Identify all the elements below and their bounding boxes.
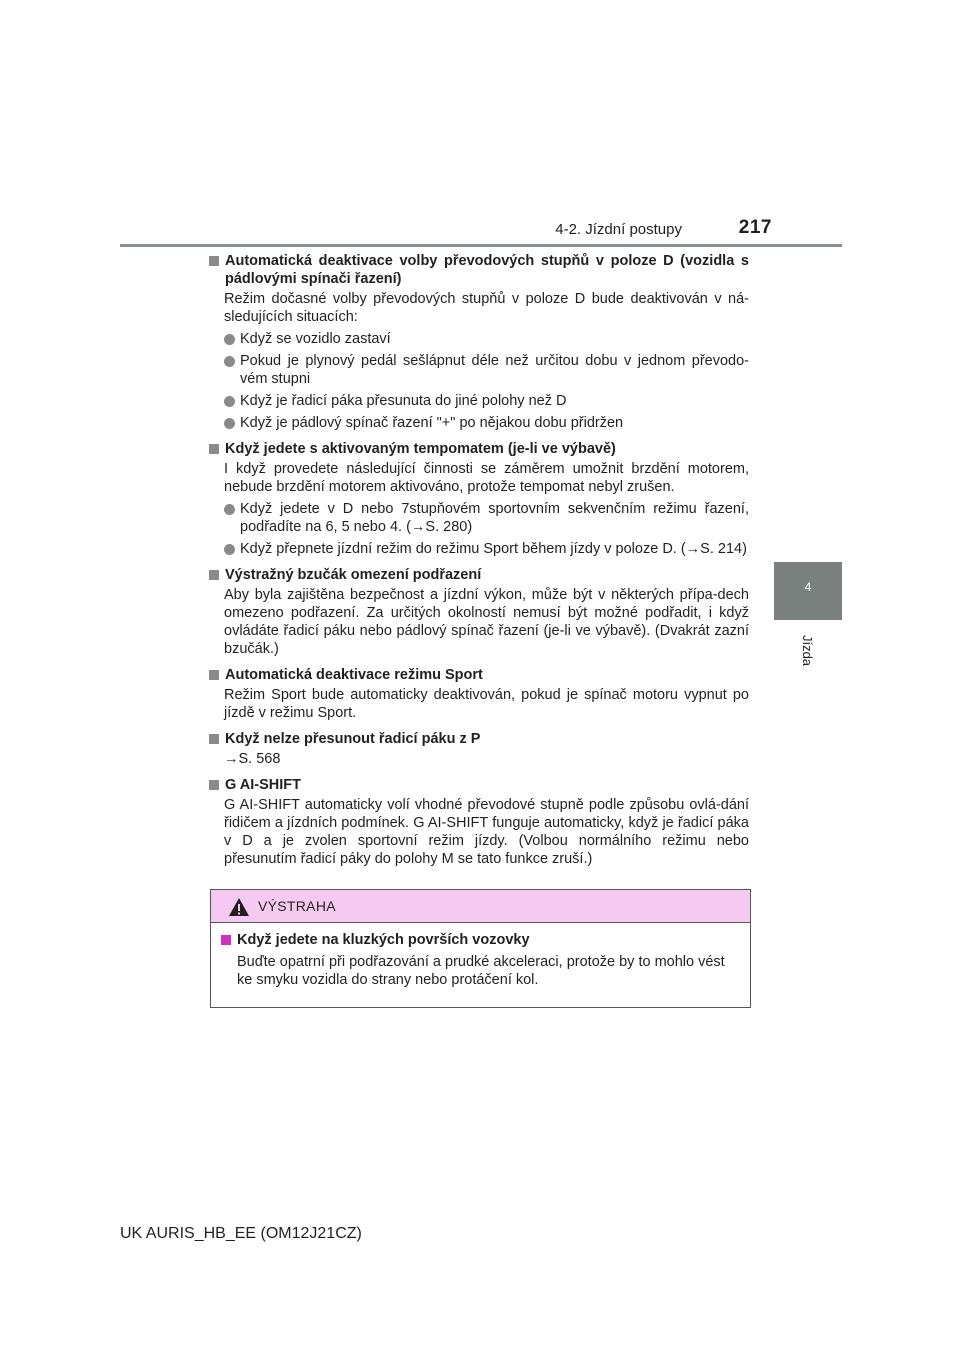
warning-triangle-icon xyxy=(228,897,250,917)
square-bullet-icon xyxy=(209,256,219,266)
chapter-number: 4 xyxy=(804,580,812,594)
warning-box xyxy=(210,889,751,1008)
warning-body xyxy=(211,923,750,989)
page-content xyxy=(209,252,749,872)
square-bullet-icon xyxy=(209,670,219,680)
square-bullet-icon xyxy=(209,780,219,790)
bullet-item: Když jedete v D nebo 7stupňovém sportovním sekvenčním režimu řazení, podřadíte na 6, 5 nebo 4. (→S. 280) xyxy=(209,500,749,536)
warning-heading: Když jedete na kluzkých površích vozovky xyxy=(221,931,740,949)
section-heading: Automatická deaktivace režimu Sport xyxy=(209,666,749,684)
section-heading: Když nelze přesunout řadicí páku z P xyxy=(209,730,749,748)
header-rule xyxy=(120,244,842,247)
chapter-label-text: Jízda xyxy=(800,634,816,666)
square-bullet-icon xyxy=(209,444,219,454)
circle-bullet-icon xyxy=(224,356,235,367)
square-bullet-icon xyxy=(209,570,219,580)
section-text: I když provedete následující činnosti se záměrem umožnit brzdění motorem, nebude brzdění motorem aktivováno, protože tempomat nebyl zrušen. xyxy=(224,461,749,495)
section-heading: Automatická deaktivace volby převodových stupňů v poloze D (vozidla s pádlovými spínači řazení) xyxy=(209,252,749,288)
section-sport-deactivation xyxy=(209,666,749,722)
bullet-item: Když se vozidlo zastaví xyxy=(209,330,749,348)
section-heading: Výstražný bzučák omezení podřazení xyxy=(209,566,749,584)
manual-code: UK AURIS_HB_EE (OM12J21CZ) xyxy=(120,1225,362,1242)
bullet-item: Když je řadicí páka přesunuta do jiné polohy než D xyxy=(209,392,749,410)
page-header xyxy=(0,0,960,250)
circle-bullet-icon xyxy=(224,396,235,407)
section-auto-deactivation-d xyxy=(209,252,749,432)
square-bullet-icon xyxy=(221,935,231,945)
section-shift-lever-p xyxy=(209,730,749,768)
chapter-label xyxy=(776,620,840,680)
warning-text: Buďte opatrní při podřazování a prudké akceleraci, protože by to mohlo vést ke smyku vozidla do strany nebo protáčení kol. xyxy=(237,954,725,988)
section-title: 4-2. Jízdní postupy xyxy=(555,221,682,238)
section-heading: G AI-SHIFT xyxy=(209,776,749,794)
warning-title: VÝSTRAHA xyxy=(258,898,336,914)
bullet-item: Když je pádlový spínač řazení "+" po nějakou dobu přidržen xyxy=(209,414,749,432)
section-text: Režim Sport bude automaticky deaktivován, pokud je spínač motoru vypnut po jízdě v režimu Sport. xyxy=(224,687,749,721)
section-g-ai-shift xyxy=(209,776,749,868)
section-downshift-buzzer xyxy=(209,566,749,658)
square-bullet-icon xyxy=(209,734,219,744)
warning-header xyxy=(211,890,750,923)
circle-bullet-icon xyxy=(224,334,235,345)
section-heading: Když jedete s aktivovaným tempomatem (je-li ve výbavě) xyxy=(209,440,749,458)
circle-bullet-icon xyxy=(224,418,235,429)
section-text: Aby byla zajištěna bezpečnost a jízdní výkon, může být v některých přípa-dech omezeno podřazení. Za určitých okolností nemusí být možné podřadit, i když ovládáte řadicí páku nebo pádlový spínač řazení (je-li ve výbavě). (Dvakrát zazní bzučák.) xyxy=(224,587,749,657)
circle-bullet-icon xyxy=(224,504,235,515)
page-reference: →S. 568 xyxy=(224,751,281,767)
section-cruise-control xyxy=(209,440,749,558)
circle-bullet-icon xyxy=(224,544,235,555)
chapter-tab xyxy=(774,562,842,620)
page-number: 217 xyxy=(738,217,772,238)
bullet-item: Pokud je plynový pedál sešlápnut déle než určitou dobu v jednom převodo-vém stupni xyxy=(209,352,749,388)
section-text: Režim dočasné volby převodových stupňů v poloze D bude deaktivován v ná-sledujících situacích: xyxy=(224,291,749,325)
bullet-item: Když přepnete jízdní režim do režimu Sport během jízdy v poloze D. (→S. 214) xyxy=(209,540,749,558)
section-text: G AI-SHIFT automaticky volí vhodné převodové stupně podle způsobu ovlá-dání řidičem a jízdních podmínek. G AI-SHIFT funguje automaticky, když je řadicí páka v D a je zvolen sportovní režim jízdy. (Volbou normálního režimu nebo přesunutím řadicí páky do polohy M se tato funkce zruší.) xyxy=(224,797,749,867)
